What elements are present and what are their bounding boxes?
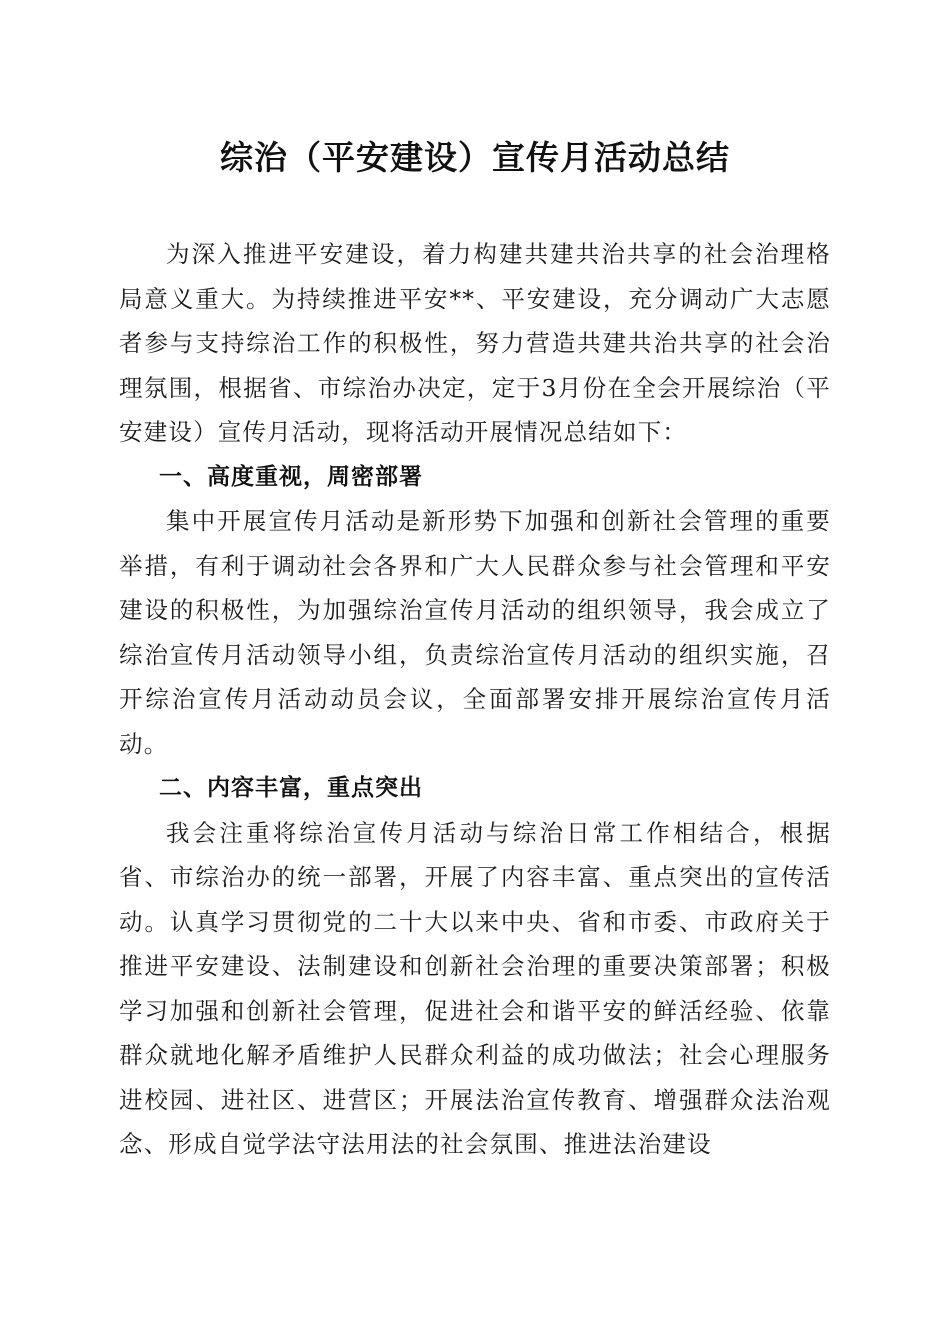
section-heading-2: 二、内容丰富，重点突出 (159, 775, 423, 801)
section-2-paragraph: 我会注重将综治宣传月活动与综治日常工作相结合，根据省、市综治办的统一部署，开展了内容丰富、重点突出的宣传活动。认真学习贯彻党的二十大以来中央、省和市委、市政府关于推进平安建设、法制建设和创新社会治理的重要决策部署；积极学习加强和创新社会管理，促进社会和谐平安的鲜活经验、依靠群众就地化解矛盾维护人民群众利益的成功做法；社会心理服务进校园、进社区、进营区；开展法治宣传教育、增强群众法治观念、形成自觉学法守法用法的社会氛围、推进法治建设 (119, 818, 831, 1158)
intro-paragraph: 为深入推进平安建设，着力构建共建共治共享的社会治理格局意义重大。为持续推进平安**、平安建设，充分调动广大志愿者参与支持综治工作的积极性，努力营造共建共治共享的社会治理氛围，根据省、市综治办决定，定于3月份在全会开展综治（平安建设）宣传月活动，现将活动开展情况总结如下： (119, 240, 831, 446)
section-1-paragraph: 集中开展宣传月活动是新形势下加强和创新社会管理的重要举措，有利于调动社会各界和广大人民群众参与社会管理和平安建设的积极性，为加强综治宣传月活动的组织领导，我会成立了综治宣传月活动领导小组，负责综治宣传月活动的组织实施，召开综治宣传月活动动员会议，全面部署安排开展综治宣传月活动。 (119, 507, 831, 758)
document-body (119, 232, 831, 1167)
section-heading-1: 一、高度重视，周密部署 (159, 463, 423, 490)
document-title: 综治（平安建设）宣传月活动总结 (220, 138, 730, 177)
